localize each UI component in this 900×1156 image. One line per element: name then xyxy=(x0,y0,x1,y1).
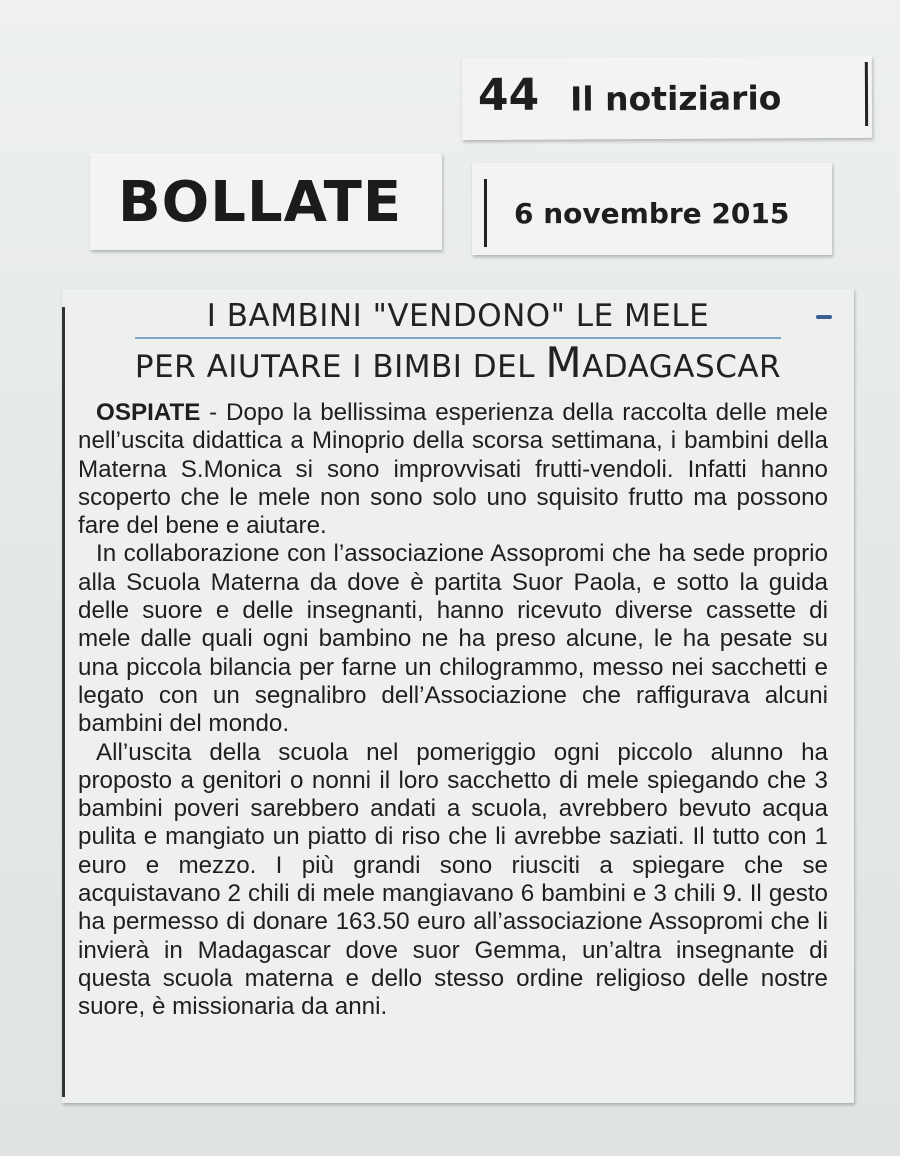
date-clipping xyxy=(472,163,832,255)
headline-line-2 xyxy=(135,337,781,389)
article-paragraph: In collaborazione con l’associazione Assopromi che ha sede proprio alla Scuola Materna da dove è partita Suor Paola, e sotto la guida delle suore e delle insegnanti, hanno ricevuto diverse cassette di mele dalle quali ogni bambino ne ha preso alcune, le ha pesate su una piccola bilancia per farne un chilogrammo, messo nei sacchetti e legato con un segnalibro dell’Associazione che raffigurava alcuni bambini del mondo. xyxy=(78,540,828,738)
article-body xyxy=(78,399,828,1022)
page-number: 44 xyxy=(477,69,540,121)
article-headline xyxy=(68,295,848,389)
headline-line-2-rest: ADAGASCAR xyxy=(582,349,782,385)
headline-line-1: I BAMBINI "VENDONO" LE MELE xyxy=(206,298,710,334)
publication-name: Il notiziario xyxy=(569,78,782,119)
town-name: BOLLATE xyxy=(118,170,403,235)
headline-line-2-text: PER AIUTARE I BIMBI DEL xyxy=(134,349,546,385)
publication-date: 6 novembre 2015 xyxy=(514,197,790,230)
headline-drop-cap: M xyxy=(545,338,583,387)
article-left-rule xyxy=(62,307,65,1097)
masthead-divider xyxy=(865,62,868,126)
article-paragraph: All’uscita della scuola nel pomeriggio ogni piccolo alunno ha proposto a genitori o nonni il loro sacchetto di mele spiegando che 3 bambini poveri sarebbero andati a scuola, avrebbero bevuto acqua pulita e mangiato un piatto di riso che li avrebbe saziati. Il tutto con 1 euro e mezzo. I più grandi sono riusciti a spiegare che se acquistavano 2 chili di mele mangiavano 6 bambini e 3 chili 9. Il gesto ha permesso di donare 163.50 euro all’associazione Assopromi che li invierà in Madagascar dove suor Gemma, un’altra insegnante di questa scuola materna e dello stesso ordine religioso delle nostre suore, è missionaria da anni. xyxy=(78,738,828,1021)
masthead-clipping xyxy=(462,56,872,140)
town-clipping xyxy=(90,153,442,250)
paragraph-1-text: - Dopo la bellissima esperienza della raccolta delle mele nell’uscita didattica a Minoprio della scorsa settimana, i bambini della Materna S.Monica si sono improvvisati frutti-vendoli. Infatti hanno scoperto che le mele non sono solo uno squisito frutto ma possono fare del bene e aiutare. xyxy=(78,399,828,540)
date-divider xyxy=(484,179,487,247)
article-paragraph xyxy=(78,399,828,540)
article-clipping xyxy=(62,289,854,1103)
dateline: OSPIATE xyxy=(96,399,201,426)
